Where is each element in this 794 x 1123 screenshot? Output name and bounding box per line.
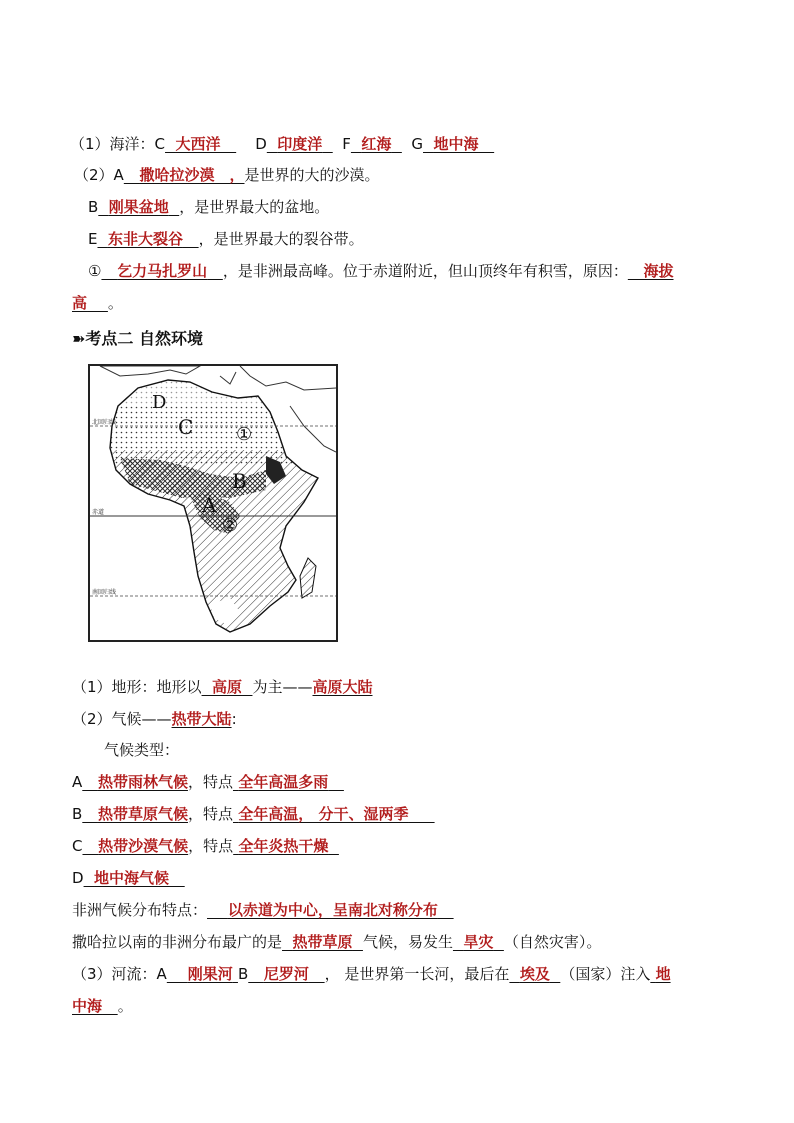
answer-disaster: 旱灾 [463, 933, 494, 951]
answer-terrain: 高原 [212, 678, 243, 696]
map-label-two: ② [222, 515, 239, 536]
map-label-d: D [152, 392, 167, 413]
answer-feature-b: 全年高温， 分干、湿两季 [238, 805, 409, 823]
map-label-c: C [178, 415, 194, 439]
answer-south-climate: 热带草原 [292, 933, 353, 951]
equator-label: 赤道 [92, 509, 105, 516]
answer-climate-d: 地中海气候 [94, 869, 170, 887]
basin-line: B 刚果盆地 ，是世界最大的盆地。 [88, 198, 330, 216]
answer-distribution: 以赤道为中心，呈南北对称分布 [227, 901, 438, 919]
answer-climate: 热带大陆 [171, 710, 232, 728]
section-title: 考点二 自然环境 [85, 329, 203, 348]
peak-line-cont: 高 。 [72, 294, 123, 312]
answer-peak: 乞力马扎罗山 [117, 262, 208, 280]
answer-basin: 刚果盆地 [108, 198, 169, 216]
answer-climate-c: 热带沙漠气候 [98, 837, 189, 855]
distribution-line: 非洲气候分布特点： 以赤道为中心，呈南北对称分布 [72, 900, 454, 920]
answer-reason-a: 海拔 [643, 262, 674, 280]
climate-a-line: A 热带雨林气候，特点 全年高温多雨 [72, 772, 344, 792]
south-sahara-line: 撒哈拉以南的非洲分布最广的是 热带草原 气候，易发生 旱灾 （自然灾害）。 [72, 933, 602, 951]
arrow-icon: ➽ [72, 329, 86, 348]
river-line: （3）河流：A 刚果河 B 尼罗河 ， 是世界第一长河，最后在 埃及 （国家）注入 地 [72, 965, 671, 983]
answer-g: 地中海 [433, 135, 479, 153]
answer-feature-c: 全年炎热干燥 [238, 837, 329, 855]
tropic-north-label: 北回归线 [92, 419, 117, 426]
answer-climate-a: 热带雨林气候 [97, 773, 188, 791]
answer-rift: 东非大裂谷 [107, 230, 183, 248]
answer-sea-a: 地 [655, 965, 671, 983]
river-line-cont: 中海 。 [72, 997, 133, 1015]
answer-river-a: 刚果河 [187, 965, 233, 983]
rift-line: E 东非大裂谷 ，是世界最大的裂谷带。 [88, 230, 364, 248]
tropic-south-label: 南回归线 [92, 589, 117, 596]
answer-sea-b: 中海 [72, 997, 103, 1015]
answer-climate-b: 热带草原气候 [97, 805, 188, 823]
climate-type-label: 气候类型： [104, 741, 180, 759]
answer-desert: 撒哈拉沙漠 ， [139, 166, 245, 184]
climate-line: （2）气候——热带大陆: [72, 710, 237, 728]
map-label-one: ① [236, 424, 253, 445]
map-label-b: B [232, 469, 247, 493]
answer-feature-a: 全年高温多雨 [238, 773, 329, 791]
answer-country: 埃及 [519, 965, 550, 983]
desert-line: （2）A 撒哈拉沙漠 ，是世界的大的沙漠。 [74, 166, 380, 184]
answer-river-b: 尼罗河 [263, 965, 309, 983]
answer-f: 红海 [361, 135, 392, 153]
climate-d-line: D 地中海气候 [72, 868, 185, 888]
africa-map-svg [90, 366, 336, 640]
africa-map [88, 364, 338, 642]
peak-line: ① 乞力马扎罗山 ，是非洲最高峰。位于赤道附近，但山顶终年有积雪，原因： 海拔 [88, 262, 674, 280]
ocean-line: （1）海洋：C 大西洋 D 印度洋 F 红海 G 地中海 [70, 134, 494, 154]
map-label-a: A [202, 493, 217, 517]
answer-d: 印度洋 [277, 135, 323, 153]
answer-reason-b: 高 [72, 294, 88, 312]
climate-b-line: B 热带草原气候，特点 全年高温， 分干、湿两季 [72, 804, 435, 824]
climate-c-line: C 热带沙漠气候，特点 全年炎热干燥 [72, 836, 339, 856]
answer-c: 大西洋 [175, 135, 221, 153]
answer-continent: 高原大陆 [312, 678, 373, 696]
terrain-line: （1）地形：地形以 高原 为主——高原大陆 [72, 678, 373, 696]
section-heading [72, 329, 203, 349]
